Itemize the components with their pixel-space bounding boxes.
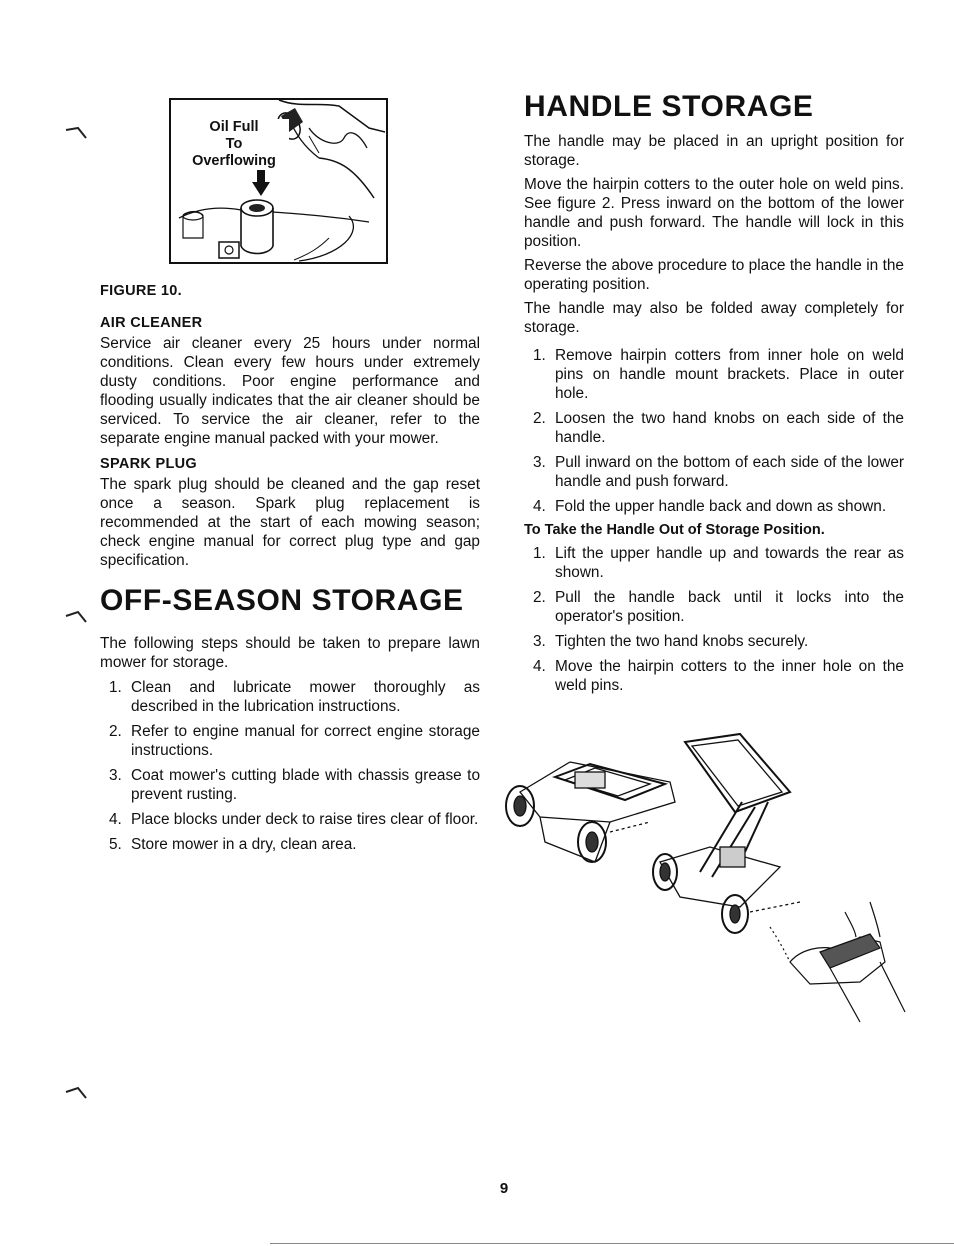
margin-tick-top [64, 124, 94, 144]
list-item: 3. Coat mower's cutting blade with chassis grease to prevent rusting. [109, 767, 480, 803]
storage-subheading: To Take the Handle Out of Storage Position. [524, 522, 825, 538]
list-item: 2. Pull the handle back until it locks into the operator's position. [533, 589, 904, 625]
mower-handle-illustration [500, 722, 920, 1032]
list-item: 2. Refer to engine manual for correct engine storage instructions. [109, 723, 480, 759]
margin-tick-middle [64, 608, 94, 628]
right-column [524, 90, 904, 701]
spark-plug-text: The spark plug should be cleaned and the gap reset once a season. Spark plug replacement is recommended at the start of each mowing season; check engine manual for correct plug type and gap specification. [100, 476, 480, 569]
spark-plug-heading: SPARK PLUG [100, 456, 197, 472]
unfold-steps [524, 544, 904, 695]
handle-storage-heading: HANDLE STORAGE [524, 90, 814, 123]
label-line-3: Overflowing [192, 153, 276, 169]
handle-paragraph: Reverse the above procedure to place the handle in the operating position. [524, 257, 904, 293]
list-item: 4. Place blocks under deck to raise tires clear of floor. [109, 811, 479, 828]
off-season-steps [100, 678, 480, 854]
label-line-2: To [225, 136, 243, 152]
handle-paragraph: Move the hairpin cotters to the outer hole on weld pins. See figure 2. Press inward on the bottom of the lower handle and push forward. The handle will lock in this position. [524, 176, 904, 250]
handle-paragraph: The handle may also be folded away completely for storage. [524, 300, 904, 336]
air-cleaner-text: Service air cleaner every 25 hours under normal conditions. Clean every few hours under extremely dusty conditions. Poor engine performance and flooding usually indicates that the air cleaner should be serviced. To service the air cleaner, refer to the separate engine manual packed with your mower. [100, 335, 480, 447]
off-season-intro: The following steps should be taken to prepare lawn mower for storage. [100, 635, 480, 671]
list-item: 3. Pull inward on the bottom of each side of the lower handle and push forward. [533, 454, 904, 490]
page-number: 9 [499, 1180, 509, 1197]
upright-mower-drawing [653, 734, 800, 933]
figure-10-illustration [169, 98, 388, 264]
figure-10-label [179, 119, 289, 170]
off-season-heading: OFF-SEASON STORAGE [100, 584, 464, 617]
bottom-rule [270, 1243, 954, 1244]
left-column [100, 283, 480, 860]
margin-tick-bottom [64, 1084, 94, 1104]
list-item: 1. Lift the upper handle up and towards the rear as shown. [533, 545, 904, 581]
list-item: 1. Clean and lubricate mower thoroughly as described in the lubrication instructions. [109, 679, 480, 715]
figure-caption: FIGURE 10. [100, 283, 182, 299]
fold-steps [524, 346, 904, 516]
list-item: 4. Move the hairpin cotters to the inner hole on the weld pins. [533, 658, 904, 694]
list-item: 2. Loosen the two hand knobs on each side of the handle. [533, 410, 904, 446]
air-cleaner-heading: AIR CLEANER [100, 315, 203, 331]
hands-drawing [770, 902, 905, 1022]
list-item: 1. Remove hairpin cotters from inner hole on weld pins on handle mount brackets. Place in outer hole. [533, 347, 904, 402]
list-item: 4. Fold the upper handle back and down as shown. [533, 498, 887, 515]
list-item: 3. Tighten the two hand knobs securely. [533, 633, 809, 650]
list-item: 5. Store mower in a dry, clean area. [109, 836, 357, 853]
folded-mower-drawing [506, 762, 675, 862]
handle-paragraph: The handle may be placed in an upright position for storage. [524, 133, 904, 169]
label-line-1: Oil Full [209, 119, 259, 135]
